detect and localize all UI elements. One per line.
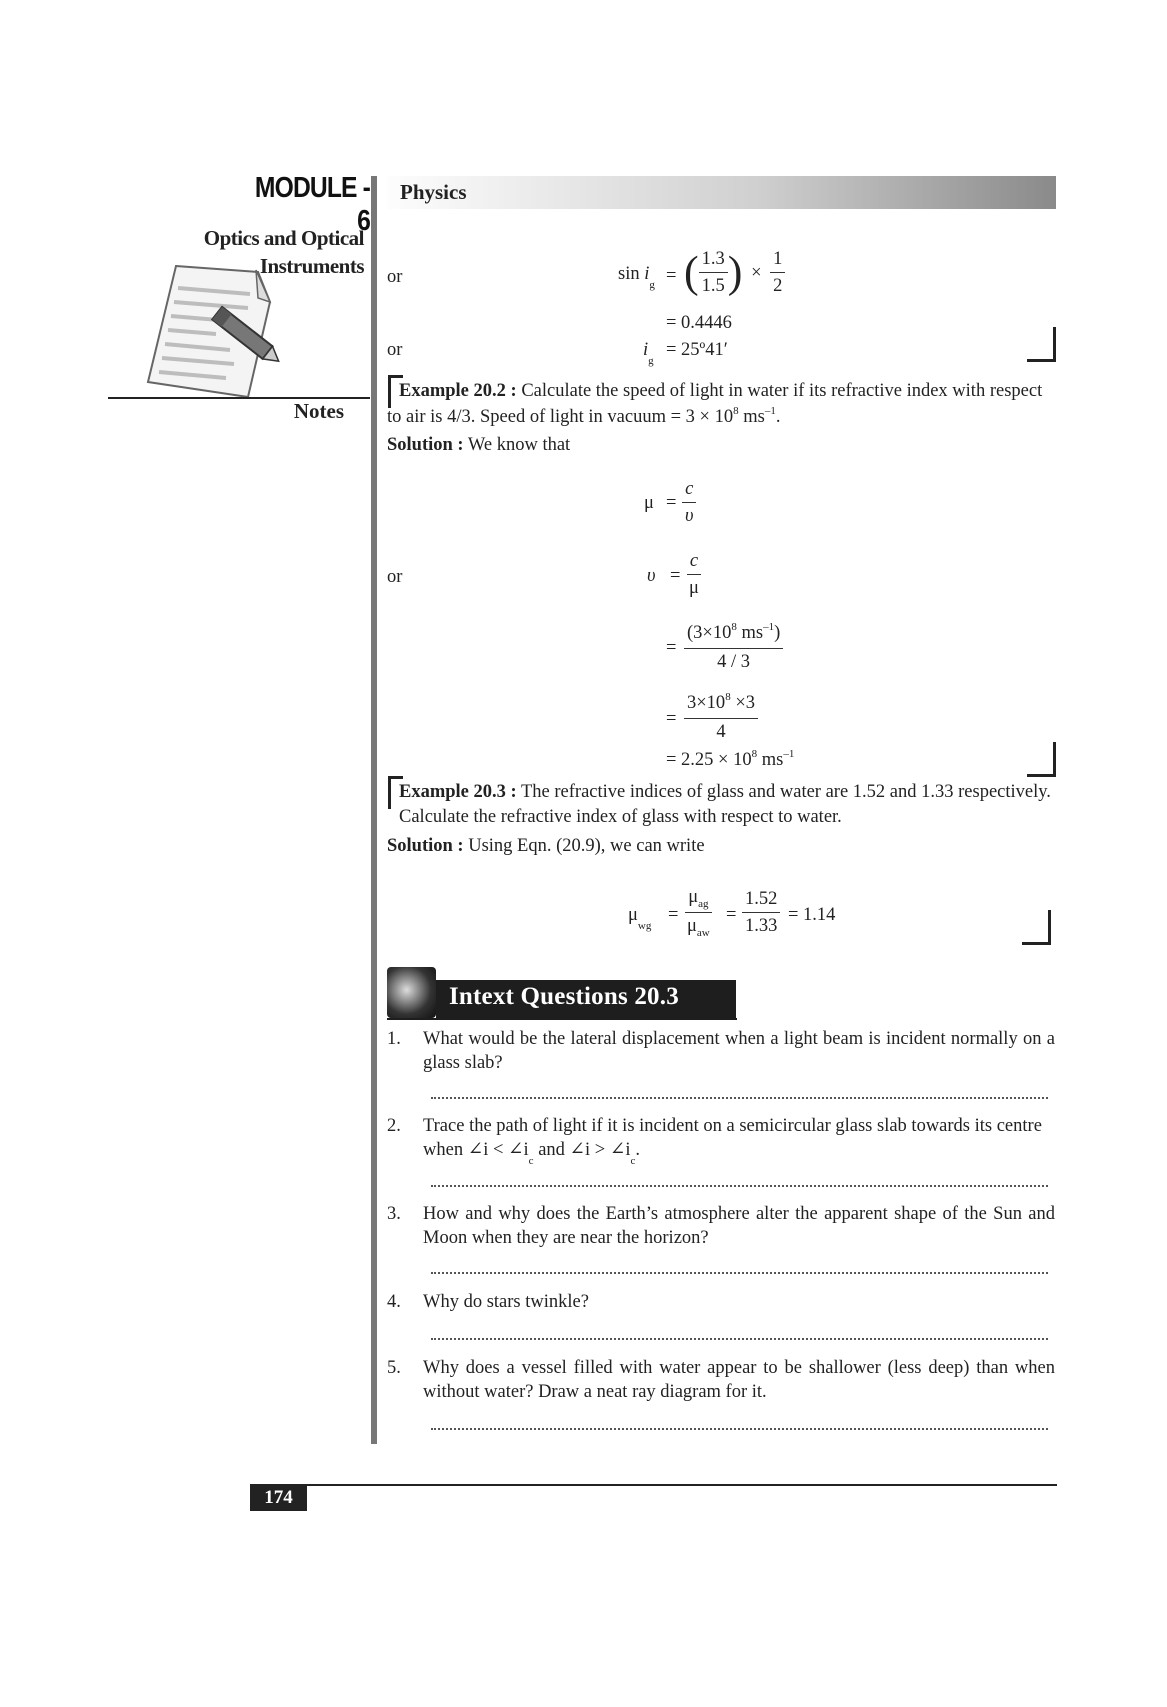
frac-152-133 [742,886,780,939]
example-label: Example 20.2 : [399,381,517,401]
superscript: 8 [733,405,739,417]
frac-numerator: 1.3 [699,246,728,273]
example-20-3-line1 [399,780,1056,804]
solution-label: Solution : [387,836,464,856]
solution-label: Solution : [387,435,464,455]
topic-line-1: Optics and Optical [203,226,364,250]
question-text-part: and ∠i > ∠i [533,1140,631,1160]
frac-numerator: c [682,476,696,503]
superscript: 8 [751,748,758,760]
equals-sign: = [668,905,679,925]
example-text: The refractive indices of glass and water are 1.52 and 1.33 respectively. [520,782,1051,802]
frac-denominator: 4 [716,722,726,742]
result-text: = 2.25 × 10 [666,750,752,770]
subscript: wg [637,920,652,932]
question-text-part: Trace the path of light if it is incident on a semicircular glass slab towards its centre [423,1116,1042,1136]
subscript-g: g [648,355,654,367]
end-mark-3 [1022,910,1051,945]
frac-numerator: c [687,548,701,575]
v-symbol: υ [647,566,656,586]
solution-text: Using Eqn. (20.9), we can write [468,836,705,856]
num-text: ×3 [730,693,755,713]
times-sign: × [751,262,762,283]
mu-symbol: μ [688,887,699,907]
frac-13-15 [699,246,728,299]
superscript: 8 [731,621,737,633]
subscript: c [528,1155,534,1167]
frac-mu [684,884,713,941]
mu-symbol: μ [628,905,638,925]
equals-sign: = [666,493,677,513]
superscript: –1 [783,748,795,760]
mu-wg [628,903,652,932]
paren: ) [774,623,781,643]
example-20-3-line2: Calculate the refractive index of glass with respect to water. [399,807,842,827]
equals-sign: = [666,638,677,658]
header-bar [387,176,1056,209]
notes-label: Notes [293,399,344,423]
topic-line-2: Instruments [259,254,364,278]
result-ratio: = 1.14 [788,905,836,925]
mu-symbol: μ [687,916,697,936]
subscript: aw [696,927,710,939]
frac-1-2 [770,246,785,299]
i-symbol: i [644,264,650,284]
example-text: Calculate the speed of light in water if its refractive index with respect [521,381,1043,401]
question-number: 5. [387,1358,401,1378]
module-label: MODULE - 6 [254,172,370,237]
end-mark-1 [1027,327,1056,362]
subscript-g: g [649,279,655,291]
question-number: 1. [387,1029,401,1049]
superscript: 8 [725,691,731,703]
frac-c-v [682,476,697,529]
question-text-part: when ∠i < ∠i [423,1140,529,1160]
answer-line-2[interactable] [431,1185,1048,1187]
or-label-2: or [387,340,403,360]
footer-rule [250,1484,1057,1486]
left-paren: ( [684,247,699,297]
margin-rule [371,176,377,1444]
subscript: ag [698,898,709,910]
or-label-1: or [387,267,403,287]
frac-denominator: 1.33 [745,916,778,936]
mu-symbol: μ [644,493,654,513]
result-1: = 0.4446 [666,313,732,333]
period: . [775,407,781,427]
end-mark-2 [1027,742,1056,777]
question-text: Why do stars twinkle? [423,1292,589,1312]
frac-denominator: μ [689,578,699,598]
subject-title: Physics [400,180,467,204]
question-number: 2. [387,1116,401,1136]
frac-denominator: 4 / 3 [717,652,751,672]
i-symbol: i [643,340,649,360]
question-text: What would be the lateral displacement when a light beam is incident normally on a glass slab? [423,1029,1055,1073]
superscript: –1 [764,405,776,417]
final-speed [666,748,794,774]
frac-denominator [684,913,713,941]
eq1-lhs [618,262,655,291]
frac-speed-step1 [684,620,783,675]
frac-numerator [685,884,711,913]
frac-speed-step2 [684,690,758,745]
answer-line-4[interactable] [431,1338,1048,1340]
question-number: 4. [387,1292,401,1312]
eq1-lhs-2 [643,338,654,367]
frac-c-mu [686,548,702,601]
equals-sign: = [666,709,677,729]
solution-text: We know that [467,435,571,455]
frac-numerator: 1 [770,246,785,273]
equals-sign: = [726,905,737,925]
frac-denominator: 1.5 [701,276,725,296]
sin-text: sin [618,264,640,284]
example-20-2-line1 [399,379,1056,403]
right-paren: ) [727,247,743,297]
equals-sign: = [666,266,677,286]
question-text: How and why does the Earth’s atmosphere alter the apparent shape of the Sun and Moon when they are near the horizon? [423,1204,1055,1248]
question-text: Why does a vessel filled with water appear to be shallower (less deep) than when without water? Draw a neat ray diagram for it. [423,1358,1055,1402]
question-number: 3. [387,1204,401,1224]
answer-line-5[interactable] [431,1428,1048,1430]
subscript: c [630,1155,636,1167]
solution-20-3 [387,834,705,858]
question-4 [387,1290,1055,1316]
unit-text: ms [738,407,765,427]
intext-underline [387,1018,737,1020]
equals-sign: = [670,566,681,586]
page-number: 174 [250,1485,307,1511]
answer-line-3[interactable] [431,1272,1048,1274]
question-icon [387,967,436,1018]
superscript: –1 [763,621,775,633]
solution-20-2 [387,433,570,457]
answer-line-1[interactable] [431,1097,1048,1099]
example-20-2-line2 [387,405,1056,431]
notes-pencil-icon [138,262,288,412]
frac-denominator: υ [685,506,694,526]
question-3 [387,1202,1055,1252]
question-5 [387,1356,1055,1406]
frac-denominator: 2 [773,276,783,296]
question-2 [387,1114,1055,1167]
result-2: = 25º41′ [666,340,728,360]
frac-numerator [684,690,758,719]
intext-title: Intext Questions 20.3 [449,983,679,1010]
num-text: (3×10 [687,623,732,643]
unit-text: ms [736,623,764,643]
num-text: 3×10 [687,693,726,713]
or-label-3: or [387,567,403,587]
frac-numerator [684,620,783,649]
frac-numerator: 1.52 [742,886,780,913]
fraction-1 [684,246,785,299]
example-text: to air is 4/3. Speed of light in vacuum = 3 × 10 [387,407,734,427]
example-label: Example 20.3 : [399,782,517,802]
period: . [635,1140,641,1160]
question-text [423,1114,1055,1167]
unit-text: ms [757,750,784,770]
question-1 [387,1027,1055,1077]
